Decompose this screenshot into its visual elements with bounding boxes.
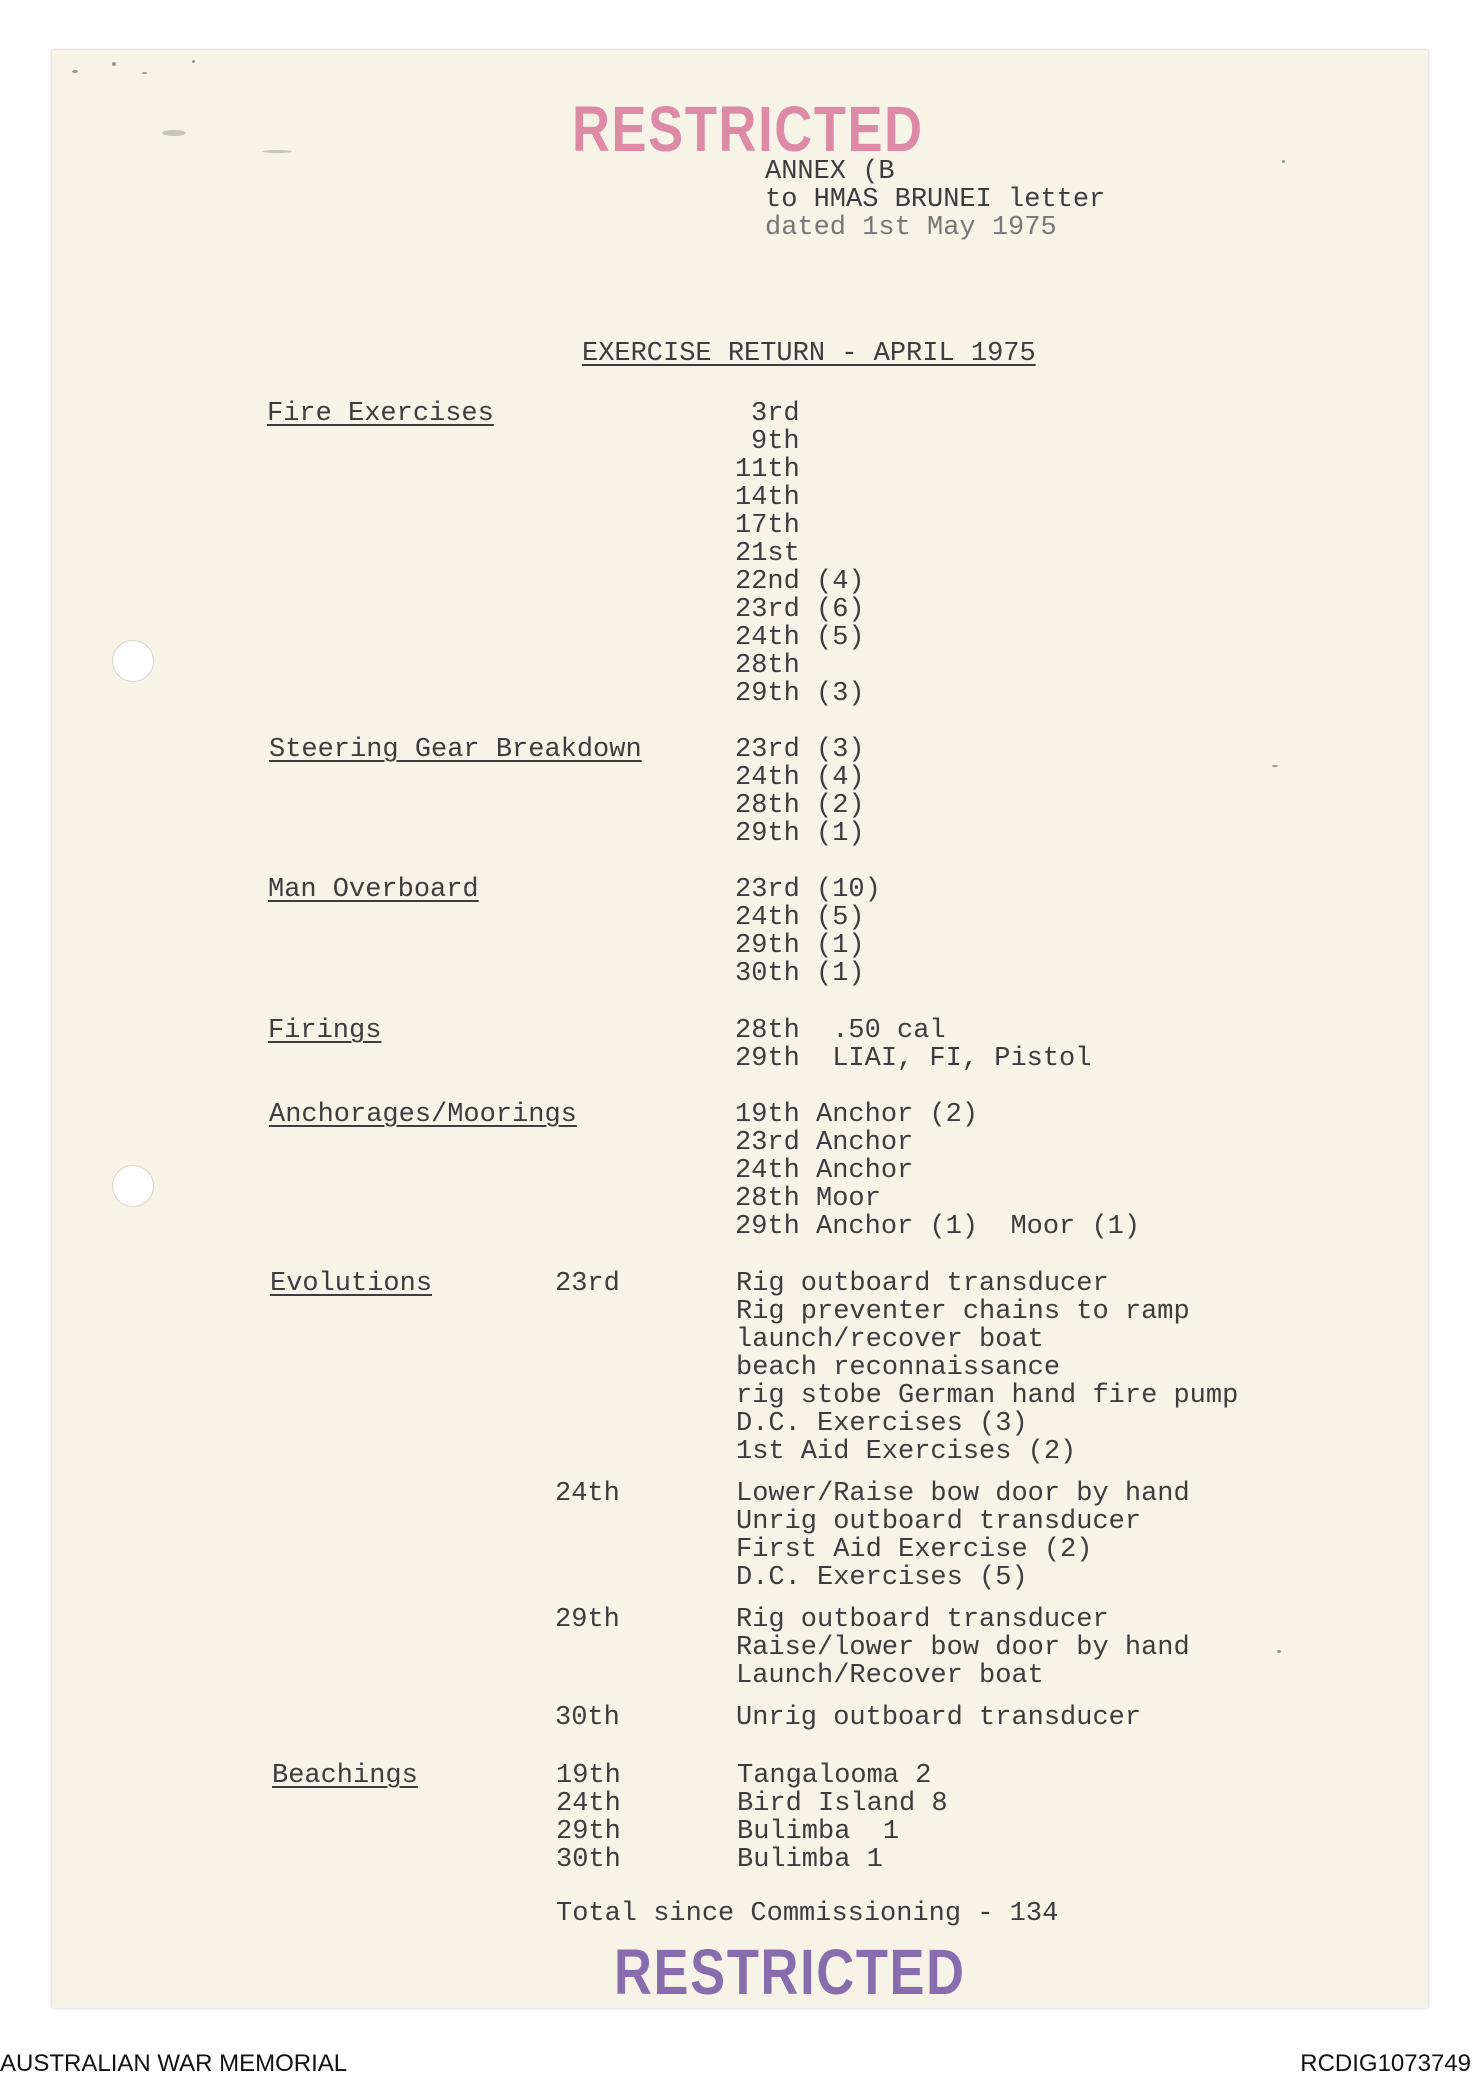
list-item: 24th (5)	[735, 623, 865, 653]
list-item: Lower/Raise bow door by hand	[736, 1479, 1190, 1509]
list-item: 23rd Anchor	[735, 1128, 914, 1158]
list-item: Bulimba 1	[737, 1845, 883, 1875]
list-item: 28th (2)	[735, 791, 865, 821]
section-label-overboard: Man Overboard	[268, 875, 479, 905]
list-item: 28th Moor	[735, 1184, 881, 1214]
list-item: 21st	[735, 539, 800, 569]
smudge	[192, 60, 195, 63]
evolution-date: 23rd	[555, 1269, 620, 1299]
list-item: 24th Anchor	[735, 1156, 914, 1186]
list-item: Rig outboard transducer	[736, 1605, 1109, 1635]
dated-line: dated 1st May 1975	[765, 213, 1057, 243]
section-label-firings: Firings	[268, 1016, 382, 1046]
section-label-beachings: Beachings	[272, 1761, 418, 1791]
anchorages-list	[735, 1101, 1140, 1241]
list-item: 11th	[735, 455, 800, 485]
list-item: Tangalooma 2	[737, 1761, 932, 1791]
list-item: 14th	[735, 483, 800, 513]
steering-list	[735, 736, 865, 848]
restricted-stamp-top: RESTRICTED	[572, 93, 924, 165]
footer-source: AUSTRALIAN WAR MEMORIAL	[0, 2050, 348, 2077]
evolution-date: 29th	[555, 1605, 620, 1635]
list-item: 29th (3)	[735, 679, 865, 709]
evolution-date: 30th	[555, 1703, 620, 1733]
evolutions-list-24th	[736, 1480, 1190, 1592]
list-item: Bird Island 8	[737, 1789, 948, 1819]
list-item: rig stobe German hand fire pump	[736, 1381, 1239, 1411]
list-item: 17th	[735, 511, 800, 541]
section-label-steering: Steering Gear Breakdown	[269, 735, 642, 765]
list-item: 28th .50 cal	[735, 1016, 946, 1046]
smudge	[162, 130, 186, 136]
list-item: 19th	[556, 1761, 621, 1791]
list-item: 1st Aid Exercises (2)	[736, 1437, 1077, 1467]
page-title: EXERCISE RETURN - APRIL 1975	[582, 339, 1036, 369]
list-item: 29th LIAI, FI, Pistol	[735, 1044, 1092, 1074]
beachings-dates	[556, 1762, 621, 1874]
list-item: Rig outboard transducer	[736, 1269, 1109, 1299]
list-item: 30th	[556, 1845, 621, 1875]
firings-list	[735, 1017, 1091, 1073]
footer-id: RCDIG1073749	[1300, 2050, 1471, 2077]
fire-list	[735, 400, 865, 708]
letter-line: to HMAS BRUNEI letter	[765, 185, 1106, 215]
list-item: 3rd	[751, 399, 800, 429]
smudge	[262, 150, 292, 153]
annex-line: ANNEX (B	[765, 157, 895, 187]
list-item: beach reconnaissance	[736, 1353, 1061, 1383]
evolutions-list-23rd	[736, 1270, 1238, 1466]
list-item: launch/recover boat	[736, 1325, 1044, 1355]
beachings-places	[737, 1762, 948, 1874]
list-item: 24th	[556, 1789, 621, 1819]
restricted-stamp-bottom: RESTRICTED	[614, 1936, 966, 2008]
list-item: 29th Anchor (1) Moor (1)	[735, 1212, 1141, 1242]
section-label-fire: Fire Exercises	[267, 399, 494, 429]
list-item: First Aid Exercise (2)	[736, 1535, 1093, 1565]
smudge	[72, 70, 78, 73]
list-item: 22nd (4)	[735, 567, 865, 597]
list-item: Unrig outboard transducer	[736, 1703, 1142, 1733]
list-item: 28th	[735, 651, 800, 681]
punch-hole-upper	[112, 640, 154, 682]
smudge	[1277, 1650, 1281, 1653]
evolutions-list-30th	[736, 1704, 1141, 1732]
list-item: Bulimba 1	[737, 1817, 900, 1847]
smudge	[1282, 160, 1285, 163]
section-label-evolutions: Evolutions	[270, 1269, 433, 1299]
list-item: Raise/lower bow door by hand	[736, 1633, 1190, 1663]
list-item: 23rd (10)	[735, 875, 881, 905]
evolution-date: 24th	[555, 1479, 620, 1509]
overboard-list	[735, 876, 881, 988]
section-label-anchorages: Anchorages/Moorings	[269, 1100, 577, 1130]
list-item: 30th (1)	[735, 959, 865, 989]
evolutions-list-29th	[736, 1606, 1190, 1690]
smudge	[112, 62, 116, 66]
list-item: 29th	[556, 1817, 621, 1847]
total-since-commissioning: Total since Commissioning - 134	[556, 1899, 1059, 1929]
list-item: Rig preventer chains to ramp	[736, 1297, 1190, 1327]
list-item: 23rd (6)	[735, 595, 865, 625]
list-item: 19th Anchor (2)	[735, 1100, 979, 1130]
smudge	[142, 72, 147, 74]
smudge	[1272, 765, 1278, 767]
list-item: Unrig outboard transducer	[736, 1507, 1142, 1537]
list-item: 24th (4)	[735, 763, 865, 793]
list-item: 9th	[751, 427, 800, 457]
list-item: 23rd (3)	[735, 735, 865, 765]
list-item: D.C. Exercises (5)	[736, 1563, 1028, 1593]
punch-hole-lower	[112, 1165, 154, 1207]
list-item: 24th (5)	[735, 903, 865, 933]
list-item: 29th (1)	[735, 819, 865, 849]
list-item: D.C. Exercises (3)	[736, 1409, 1028, 1439]
list-item: 29th (1)	[735, 931, 865, 961]
list-item: Launch/Recover boat	[736, 1661, 1044, 1691]
